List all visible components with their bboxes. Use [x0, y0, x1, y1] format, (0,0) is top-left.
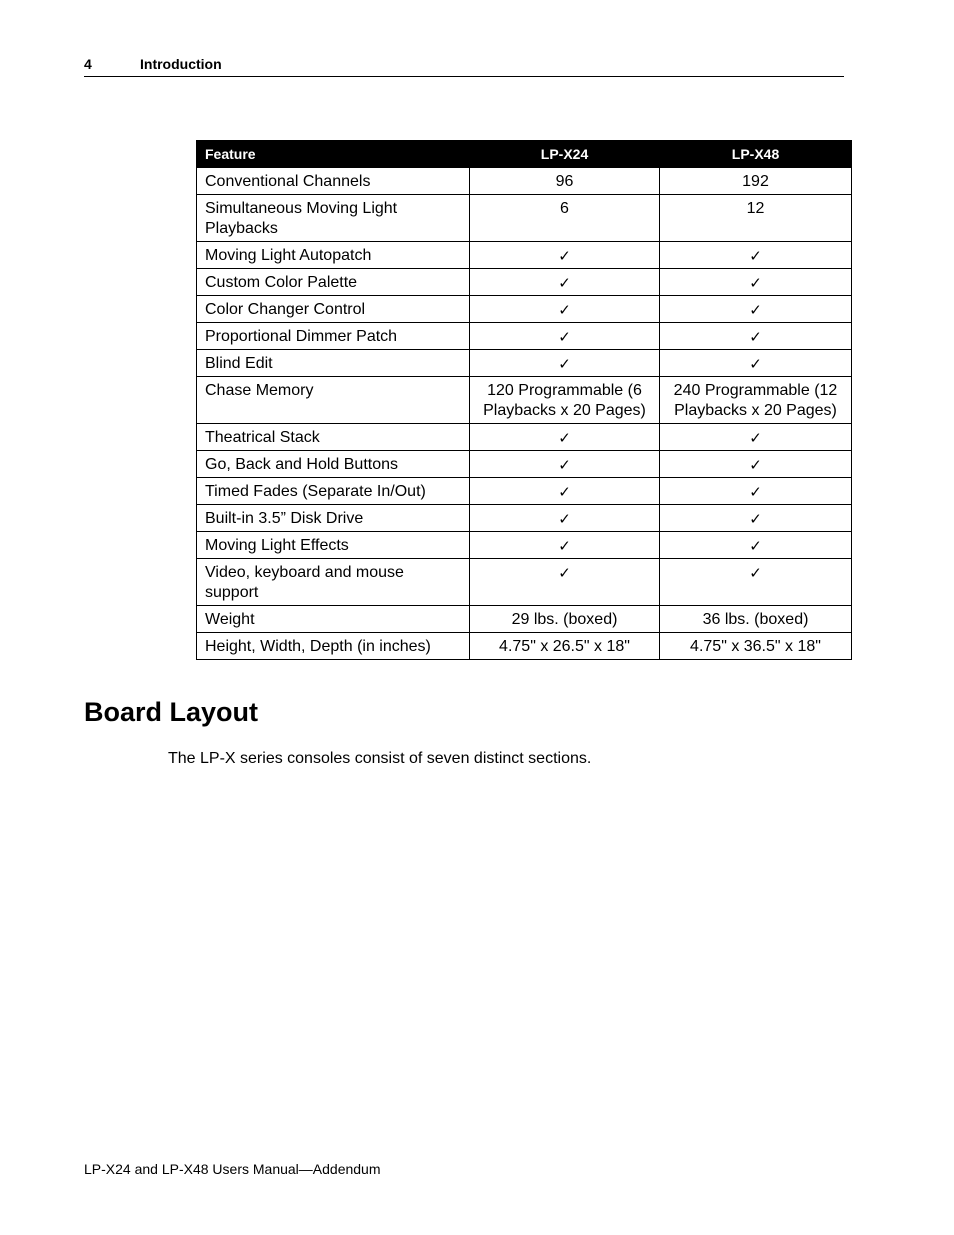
checkmark-icon: ✓ [660, 532, 852, 559]
lp-x24-value-cell: 6 [470, 195, 660, 242]
table-row [197, 451, 852, 478]
table-row [197, 323, 852, 350]
table-row [197, 296, 852, 323]
lp-x48-value-cell: 4.75" x 36.5" x 18" [660, 633, 852, 660]
checkmark-icon: ✓ [660, 323, 852, 350]
lp-x48-value-cell: 192 [660, 168, 852, 195]
checkmark-icon: ✓ [470, 424, 660, 451]
section-title: Board Layout [84, 697, 259, 727]
checkmark-icon: ✓ [660, 559, 852, 606]
checkmark-icon: ✓ [470, 451, 660, 478]
table-row [197, 478, 852, 505]
feature-cell: Weight [197, 606, 470, 633]
feature-cell: Theatrical Stack [197, 424, 470, 451]
table-row [197, 168, 852, 195]
checkmark-icon: ✓ [660, 350, 852, 377]
column-header-lp-x48: LP-X48 [660, 141, 852, 168]
feature-cell: Color Changer Control [197, 296, 470, 323]
column-header-feature: Feature [197, 141, 470, 168]
feature-cell: Go, Back and Hold Buttons [197, 451, 470, 478]
checkmark-icon: ✓ [470, 505, 660, 532]
checkmark-icon: ✓ [660, 296, 852, 323]
section-body-text: The LP-X series consoles consist of seven distinct sections. [168, 750, 592, 767]
page-header [84, 56, 844, 77]
feature-cell: Chase Memory [197, 377, 470, 424]
table-row [197, 606, 852, 633]
table-row [197, 350, 852, 377]
checkmark-icon: ✓ [660, 478, 852, 505]
table-row [197, 195, 852, 242]
table-row [197, 377, 852, 424]
lp-x24-value-cell: 29 lbs. (boxed) [470, 606, 660, 633]
lp-x24-value-cell: 4.75" x 26.5" x 18" [470, 633, 660, 660]
feature-cell: Timed Fades (Separate In/Out) [197, 478, 470, 505]
table-header-row [197, 141, 852, 168]
table-row [197, 242, 852, 269]
column-header-lp-x24: LP-X24 [470, 141, 660, 168]
table-row [197, 269, 852, 296]
checkmark-icon: ✓ [660, 451, 852, 478]
table-row [197, 532, 852, 559]
checkmark-icon: ✓ [470, 532, 660, 559]
feature-cell: Built-in 3.5” Disk Drive [197, 505, 470, 532]
table-row [197, 424, 852, 451]
checkmark-icon: ✓ [660, 269, 852, 296]
table-row [197, 505, 852, 532]
chapter-title: Introduction [140, 56, 222, 72]
feature-comparison-table [196, 140, 852, 660]
checkmark-icon: ✓ [470, 269, 660, 296]
feature-cell: Blind Edit [197, 350, 470, 377]
feature-cell: Moving Light Effects [197, 532, 470, 559]
checkmark-icon: ✓ [470, 323, 660, 350]
lp-x24-value-cell: 120 Programmable (6 Playbacks x 20 Pages) [470, 377, 660, 424]
checkmark-icon: ✓ [660, 242, 852, 269]
checkmark-icon: ✓ [470, 350, 660, 377]
lp-x48-value-cell: 240 Programmable (12 Playbacks x 20 Pages) [660, 377, 852, 424]
checkmark-icon: ✓ [660, 424, 852, 451]
lp-x48-value-cell: 12 [660, 195, 852, 242]
checkmark-icon: ✓ [470, 296, 660, 323]
feature-cell: Height, Width, Depth (in inches) [197, 633, 470, 660]
feature-cell: Proportional Dimmer Patch [197, 323, 470, 350]
page-footer: LP-X24 and LP-X48 Users Manual—Addendum [84, 1161, 381, 1177]
lp-x48-value-cell: 36 lbs. (boxed) [660, 606, 852, 633]
feature-cell: Simultaneous Moving Light Playbacks [197, 195, 470, 242]
page-number: 4 [84, 56, 92, 72]
lp-x24-value-cell: 96 [470, 168, 660, 195]
feature-cell: Conventional Channels [197, 168, 470, 195]
table-row [197, 633, 852, 660]
feature-cell: Custom Color Palette [197, 269, 470, 296]
table-row [197, 559, 852, 606]
checkmark-icon: ✓ [470, 478, 660, 505]
checkmark-icon: ✓ [660, 505, 852, 532]
feature-cell: Video, keyboard and mouse support [197, 559, 470, 606]
checkmark-icon: ✓ [470, 242, 660, 269]
table-body [197, 168, 852, 660]
feature-cell: Moving Light Autopatch [197, 242, 470, 269]
checkmark-icon: ✓ [470, 559, 660, 606]
